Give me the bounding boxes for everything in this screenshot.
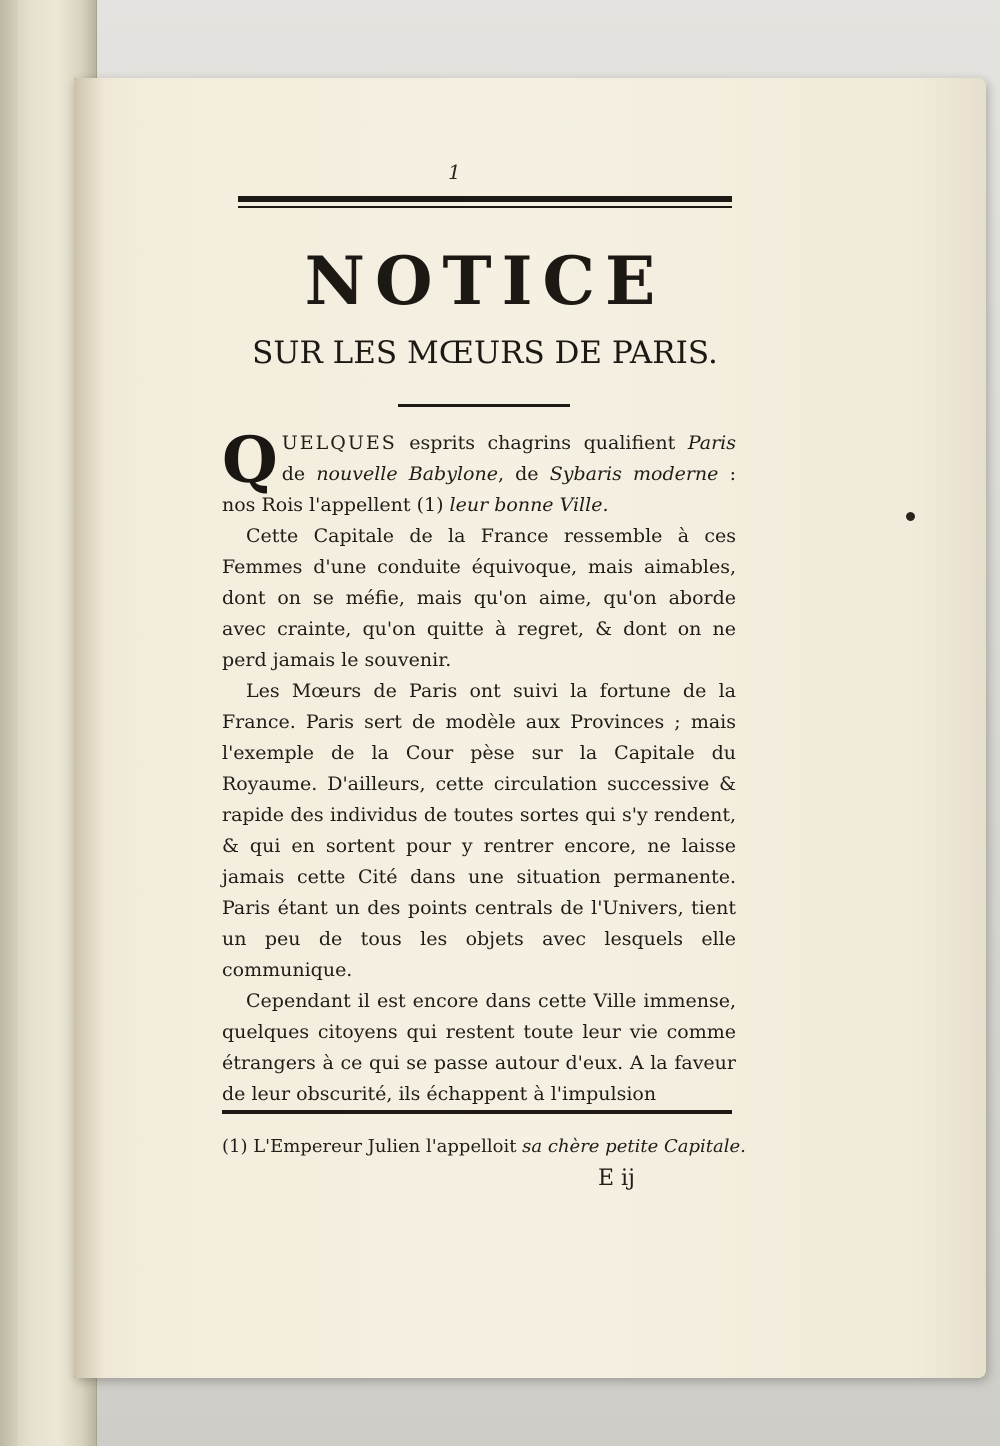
footnote-rule — [222, 1110, 732, 1114]
subtitle-rule — [398, 404, 570, 407]
drop-cap: Q — [222, 423, 278, 498]
para1-italic-c: Sybaris moderne — [549, 463, 719, 485]
paragraph-2: Cette Capitale de la France ressemble à ces Femmes d'une conduite équivoque, mais aimables, dont on se méfie, mais qu'on aime, qu'on aborde avec crainte, qu'on quitte à regret, & dont on ne perd jamais le souvenir. — [222, 525, 736, 671]
top-rule-thick — [238, 196, 732, 202]
paragraph-1 — [222, 423, 736, 521]
para1-italic-b: nouvelle Babylone — [316, 463, 498, 485]
footnote — [222, 1136, 746, 1158]
para1-italic-d: leur bonne Ville. — [449, 494, 609, 516]
body-text — [222, 423, 736, 1110]
top-double-rule — [238, 196, 732, 210]
binding-edge — [0, 0, 18, 1446]
footnote-text: (1) L'Empereur Julien l'appelloit — [222, 1136, 523, 1157]
para1-italic-a: Paris — [687, 432, 736, 454]
page-gutter-shadow — [74, 78, 104, 1378]
first-word-rest: UELQUES — [281, 432, 397, 454]
signature-mark: E ij — [598, 1166, 635, 1191]
top-rule-thin — [238, 206, 732, 208]
para1-text-a: esprits chagrins qualifient — [396, 432, 688, 454]
ink-speck — [906, 512, 915, 521]
para1-text-d: : nos Rois l'appellent (1) — [222, 463, 736, 516]
page-title: NOTICE — [304, 242, 666, 320]
page-number: 1 — [448, 160, 461, 184]
page-subtitle: SUR LES MŒURS DE PARIS. — [252, 335, 718, 371]
paragraph-4: Cependant il est encore dans cette Ville immense, quelques citoyens qui restent toute leur vie comme étrangers à ce qui se passe autour d'eux. A la faveur de leur obscurité, ils échappent à l'impulsion — [222, 990, 736, 1105]
para1-text-b: de — [281, 463, 317, 485]
footnote-italic: sa chère petite Capitale. — [522, 1136, 746, 1157]
para1-text-c: , de — [497, 463, 550, 485]
paragraph-3: Les Mœurs de Paris ont suivi la fortune de la France. Paris sert de modèle aux Provinces ; mais l'exemple de la Cour pèse sur la Capitale du Royaume. D'ailleurs, cette circulation successive & rapide des individus de toutes sortes qui s'y rendent, & qui en sortent pour y rentrer encore, ne laisse jamais cette Cité dans une situation permanente. Paris étant un des points centrals de l'Univers, tient un peu de tous les objets avec lesquels elle communique. — [222, 680, 736, 981]
